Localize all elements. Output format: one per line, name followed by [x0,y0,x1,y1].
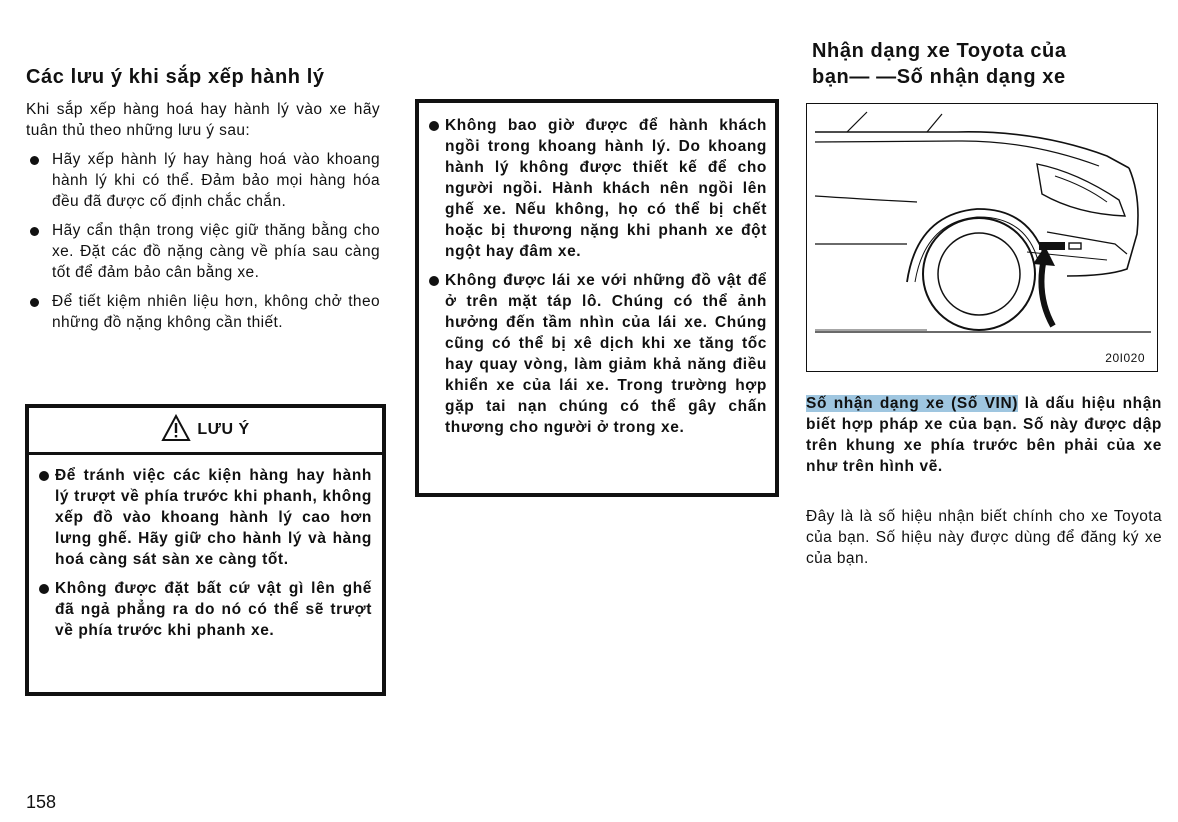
caution-header [29,408,382,455]
luggage-intro: Khi sắp xếp hàng hoá hay hành lý vào xe hãy tuân thủ theo những lưu ý sau: [26,101,380,139]
bullet-icon [39,584,49,594]
bullet-icon [39,471,49,481]
list-item: Không được đặt bất cứ vật gì lên ghế đã ngả phẳng ra do nó có thể sẽ trượt về phía trước khi phanh xe. [39,578,372,641]
bullet-icon [30,298,39,307]
list-item: Hãy xếp hành lý hay hàng hoá vào khoang hành lý khi có thể. Đảm bảo mọi hàng hóa đều đã được cố định chắc chắn. [26,149,380,212]
section-heading-luggage: Các lưu ý khi sắp xếp hành lý [26,66,325,88]
caution-title: LƯU Ý [197,421,250,438]
vin-location-figure [806,103,1158,372]
caution-list-continued [429,115,767,438]
vin-purpose-paragraph: Đây là là số hiệu nhận biết chính cho xe Toyota của bạn. Số hiệu này được dùng để đăng ký xe của bạn. [806,508,1162,567]
heading-line-1: Nhận dạng xe Toyota của [812,40,1067,62]
list-item: Để tiết kiệm nhiên liệu hơn, không chở theo những đồ nặng không cần thiết. [26,291,380,333]
page-number: 158 [26,792,57,812]
bullet-icon [429,276,439,286]
list-item: Không được lái xe với những đồ vật để ở trên mặt táp lô. Chúng có thể ảnh hưởng đến tầm nhìn của lái xe. Chúng cũng có thể bị xê dịch khi xe tăng tốc hay quay vòng, làm giảm khả năng điều khiển xe của lái xe. Trong trường hợp gặp tai nạn chúng có thể gây chấn thương cho người ở trong xe. [429,270,767,438]
vin-description-text: là dấu hiệu nhận biết hợp pháp xe của bạn. Số này được dập trên khung xe phía trước bên phải của xe như trên hình vẽ. [806,395,1162,475]
figure-code: 20I020 [1105,351,1145,365]
vin-description [806,393,1162,477]
caution-box [25,404,386,696]
heading-line-2: bạn— —Số nhận dạng xe [812,66,1066,88]
bullet-icon [429,121,439,131]
list-item: Hãy cẩn thận trong việc giữ thăng bằng cho xe. Đặt các đồ nặng càng về phía sau càng tốt để đảm bảo cân bằng xe. [26,220,380,283]
bullet-icon [30,156,39,165]
caution-box-continued [415,99,779,497]
car-front-illustration [807,104,1157,371]
warning-triangle-icon [161,414,191,447]
list-item: Không bao giờ được để hành khách ngồi trong khoang hành lý. Do khoang hành lý không được thiết kế để cho người ngồi. Hành khách nên ngồi lên ghế xe. Nếu không, họ có thể bị chết hoặc bị thương nặng khi phanh xe đột ngột hay đâm xe. [429,115,767,262]
luggage-tips-list [26,149,380,341]
bullet-icon [30,227,39,236]
caution-list [39,465,372,641]
vin-highlight: Số nhận dạng xe (Số VIN) [806,395,1018,412]
list-item: Để tránh việc các kiện hàng hay hành lý trượt về phía trước khi phanh, không xếp đồ vào khoang hành lý cao hơn lưng ghế. Hãy giữ cho hành lý và hàng hoá càng sát sàn xe càng tốt. [39,465,372,570]
section-heading-vin [812,40,1152,89]
